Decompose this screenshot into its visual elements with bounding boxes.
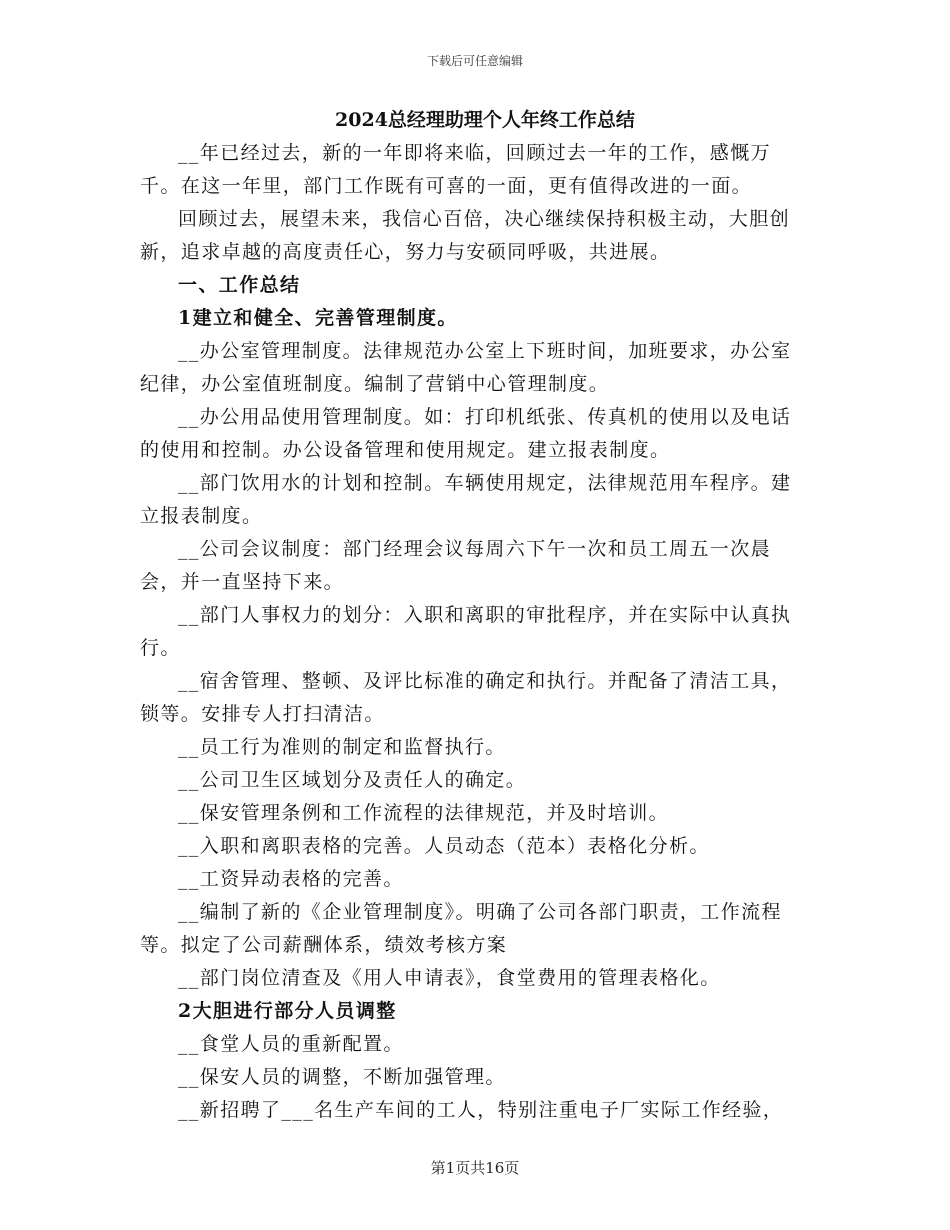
paragraph: __保安人员的调整，不断加强管理。 (178, 1066, 506, 1088)
paragraph: __办公室管理制度。法律规范办公室上下班时间，加班要求，办公室纪律，办公室值班制度。编制了营销中心管理制度。 (140, 340, 792, 395)
section-heading: 一、工作总结 (178, 274, 301, 296)
page-header: 下载后可任意编辑 (426, 54, 523, 68)
paragraph: __食堂人员的重新配置。 (178, 1033, 404, 1055)
section-heading: 1建立和健全、完善管理制度。 (178, 307, 458, 329)
paragraph: __保安管理条例和工作流程的法律规范，并及时培训。 (178, 802, 670, 824)
paragraph: __员工行为准则的制定和监督执行。 (178, 736, 506, 758)
paragraph: __入职和离职表格的完善。人员动态（范本）表格化分析。 (178, 835, 710, 857)
paragraph: __公司卫生区域划分及责任人的确定。 (178, 769, 527, 791)
document-blocks (140, 137, 800, 1127)
paragraph: __编制了新的《企业管理制度》。明确了公司各部门职责，工作流程等。拟定了公司薪酬体系，绩效考核方案 (140, 901, 782, 956)
paragraph: 回顾过去，展望未来，我信心百倍，决心继续保持积极主动，大胆创新，追求卓越的高度责任心，努力与安硕同呼吸，共进展。 (140, 208, 791, 263)
paragraph: __工资异动表格的完善。 (178, 868, 404, 890)
paragraph: __部门岗位清查及《用人申请表》，食堂费用的管理表格化。 (178, 967, 721, 989)
paragraph: __年已经过去，新的一年即将来临，回顾过去一年的工作，感慨万千。在这一年里，部门工作既有可喜的一面，更有值得改进的一面。 (140, 142, 772, 197)
paragraph: __部门人事权力的划分：入职和离职的审批程序，并在实际中认真执行。 (140, 604, 792, 659)
document-body (140, 104, 800, 1127)
paragraph: __公司会议制度：部门经理会议每周六下午一次和员工周五一次晨会，并一直坚持下来。 (140, 538, 772, 593)
paragraph: __新招聘了___名生产车间的工人，特别注重电子厂实际工作经验， (178, 1099, 784, 1121)
document-title: 2024总经理助理个人年终工作总结 (335, 109, 635, 131)
paragraph: __部门饮用水的计划和控制。车辆使用规定，法律规范用车程序。建立报表制度。 (140, 472, 792, 527)
paragraph: __办公用品使用管理制度。如：打印机纸张、传真机的使用以及电话的使用和控制。办公设备管理和使用规定。建立报表制度。 (140, 406, 792, 461)
section-heading: 2大胆进行部分人员调整 (178, 1000, 397, 1022)
page-footer: 第1页共16页 (430, 1159, 520, 1177)
paragraph: __宿舍管理、整顿、及评比标准的确定和执行。并配备了清洁工具，锁等。安排专人打扫清洁。 (140, 670, 792, 725)
